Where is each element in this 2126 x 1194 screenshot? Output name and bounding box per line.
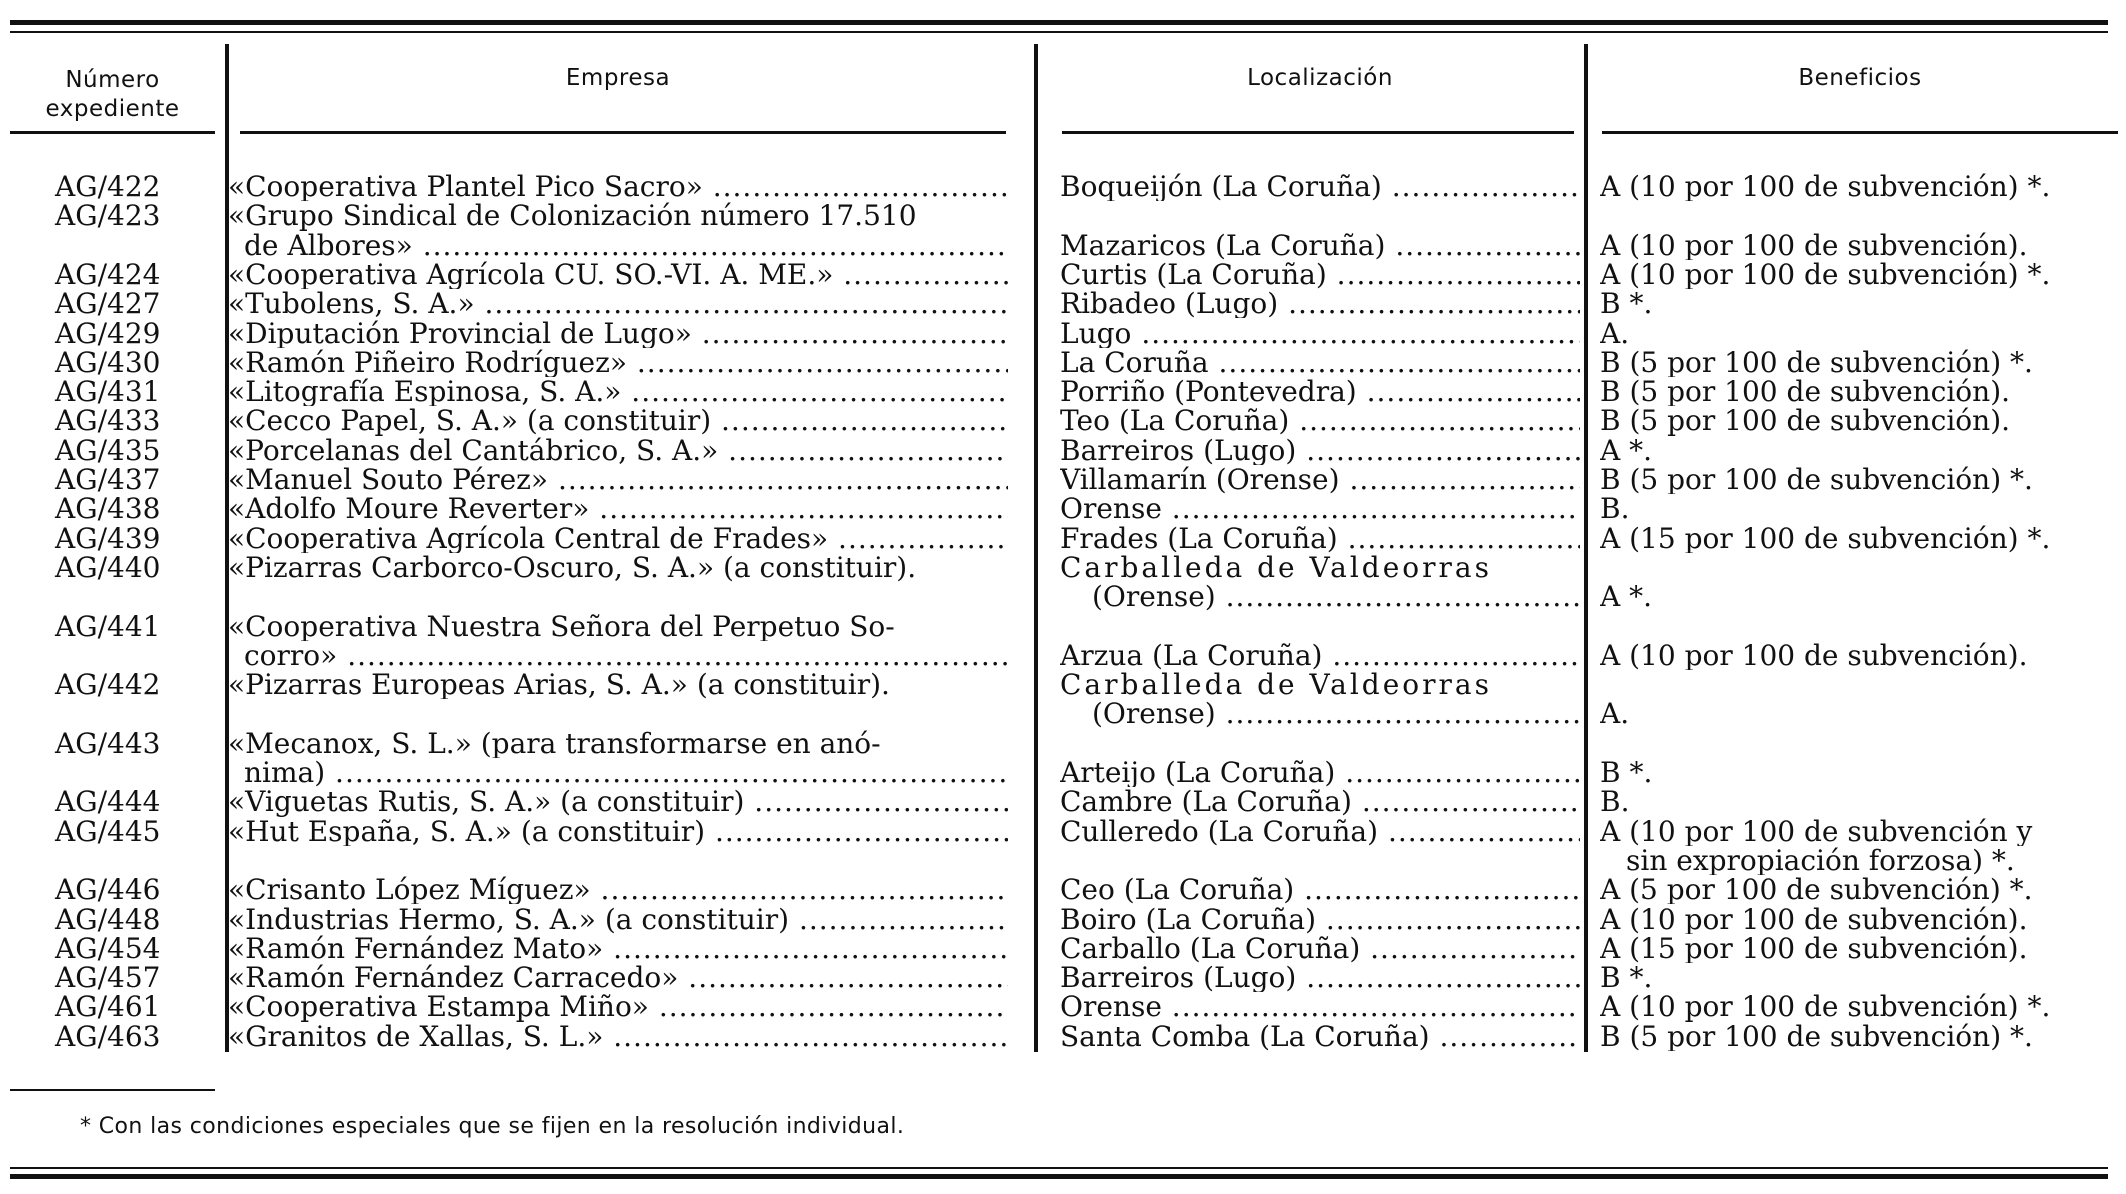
localizacion-cell [1060, 787, 1580, 816]
empresa-cell [228, 729, 1008, 788]
localizacion-line: Barreiros (Lugo) ..... [1060, 963, 1580, 992]
localizacion-line: Boiro (La Coruña) ..... [1060, 905, 1580, 934]
empresa-line: «Cooperativa Estampa Miño» ..... [228, 992, 1008, 1021]
localizacion-line: Arteijo (La Coruña) ..... [1060, 758, 1580, 787]
expediente-number: AG/433 [55, 404, 161, 438]
empresa-cell [228, 817, 1008, 846]
beneficios-cell [1600, 612, 2125, 671]
beneficios-line: sin expropiación forzosa) *. [1626, 845, 2015, 876]
header-localizacion: Localización [1247, 65, 1393, 91]
empresa-cell [228, 553, 1008, 582]
localizacion-cell [1060, 553, 1580, 612]
beneficios-line: A (10 por 100 de subvención) *. [1600, 992, 2051, 1022]
empresa-line: «Crisanto López Míguez» ..... [228, 875, 1008, 904]
localizacion-line: Cambre (La Coruña) ..... [1060, 787, 1580, 816]
empresa-line: «Diputación Provincial de Lugo» ..... [228, 319, 1008, 348]
beneficios-cell [1600, 348, 2125, 377]
expediente-number: AG/423 [55, 199, 161, 233]
expediente-number: AG/446 [55, 873, 161, 907]
localizacion-cell [1060, 201, 1580, 260]
empresa-cell [228, 992, 1008, 1021]
empresa-cell [228, 670, 1008, 699]
header-empresa: Empresa [565, 65, 671, 91]
localizacion-cell [1060, 465, 1580, 494]
header-rule-beneficios [1602, 131, 2118, 134]
empresa-line: «Cooperativa Agrícola CU. SO.-VI. A. ME.» ..... [228, 260, 1008, 289]
beneficios-cell [1600, 377, 2125, 406]
beneficios-cell [1600, 436, 2125, 465]
beneficios-cell [1600, 992, 2125, 1021]
expediente-number: AG/427 [55, 287, 161, 321]
localizacion-line: Ceo (La Coruña) ..... [1060, 875, 1580, 904]
empresa-cell [228, 875, 1008, 904]
beneficios-line: A (15 por 100 de subvención) *. [1600, 523, 2051, 553]
beneficios-cell [1600, 934, 2125, 963]
beneficios-line [1600, 201, 2125, 230]
empresa-line: «Ramón Fernández Carracedo» ..... [228, 963, 1008, 992]
beneficios-line [1600, 670, 2125, 699]
localizacion-line: Culleredo (La Coruña) ..... [1060, 817, 1580, 846]
beneficios-line: A *. [1600, 582, 1653, 612]
header-beneficios: Beneficios [1798, 65, 1922, 91]
empresa-cell [228, 612, 1008, 671]
empresa-line: «Cooperativa Agrícola Central de Frades» ..... [228, 524, 1008, 553]
beneficios-line [1600, 553, 2125, 582]
empresa-line: nima) ..... [228, 758, 1008, 787]
table-row [0, 873, 2126, 907]
table-row [0, 287, 2126, 321]
header-rule-empresa [240, 131, 1006, 134]
empresa-line: «Hut España, S. A.» (a constituir) ..... [228, 817, 1008, 846]
table-row [0, 404, 2126, 438]
localizacion-cell [1060, 992, 1580, 1021]
top-rule [10, 20, 2108, 25]
empresa-cell [228, 905, 1008, 934]
localizacion-line [1060, 729, 1580, 758]
expediente-number: AG/441 [55, 609, 161, 643]
empresa-line: «Industrias Hermo, S. A.» (a constituir) ..... [228, 905, 1008, 934]
footnote-rule [10, 1089, 215, 1091]
localizacion-cell [1060, 1022, 1580, 1051]
beneficios-cell [1600, 787, 2125, 816]
empresa-line: «Granitos de Xallas, S. L.» ..... [228, 1022, 1008, 1051]
table-row [0, 609, 2126, 671]
localizacion-cell [1060, 524, 1580, 553]
localizacion-cell [1060, 377, 1580, 406]
expediente-number: AG/457 [55, 961, 161, 995]
empresa-line: «Pizarras Carborco-Oscuro, S. A.» (a constituir). [228, 552, 917, 583]
expediente-number: AG/438 [55, 492, 161, 526]
empresa-cell [228, 787, 1008, 816]
localizacion-line [1060, 201, 1580, 230]
table-row [0, 375, 2126, 409]
empresa-cell [228, 406, 1008, 435]
table-row [0, 785, 2126, 819]
expediente-number: AG/431 [55, 375, 161, 409]
table-row [0, 316, 2126, 350]
beneficios-line: A (10 por 100 de subvención) *. [1600, 172, 2051, 202]
empresa-cell [228, 1022, 1008, 1051]
beneficios-line: A (10 por 100 de subvención) *. [1600, 259, 2051, 290]
beneficios-line: A (10 por 100 de subvención y [1600, 816, 2033, 846]
empresa-line: «Cecco Papel, S. A.» (a constituir) ..... [228, 406, 1008, 435]
localizacion-cell [1060, 289, 1580, 318]
beneficios-line: B (5 por 100 de subvención) *. [1600, 465, 2033, 495]
expediente-number: AG/440 [55, 550, 161, 584]
table-row [0, 201, 2126, 260]
expediente-number: AG/442 [55, 668, 161, 702]
expediente-number: AG/430 [55, 345, 161, 379]
beneficios-line: B (5 por 100 de subvención) *. [1600, 347, 2033, 378]
beneficios-cell [1600, 905, 2125, 934]
table-row [0, 550, 2126, 612]
beneficios-line: B *. [1600, 963, 1653, 993]
empresa-line: «Grupo Sindical de Colonización número 17.510 [228, 201, 917, 231]
localizacion-line: Carballo (La Coruña) ..... [1060, 934, 1580, 963]
empresa-line: «Cooperativa Nuestra Señora del Perpetuo So- [228, 611, 895, 641]
empresa-cell [228, 934, 1008, 963]
beneficios-line: B. [1600, 494, 1630, 524]
table-row [0, 433, 2126, 467]
empresa-line: «Porcelanas del Cantábrico, S. A.» ..... [228, 436, 1008, 465]
localizacion-cell [1060, 934, 1580, 963]
beneficios-line: A *. [1600, 435, 1653, 465]
expediente-number: AG/444 [55, 785, 161, 819]
localizacion-cell [1060, 494, 1580, 523]
empresa-line: «Ramón Piñeiro Rodríguez» ..... [228, 348, 1008, 377]
table-row [0, 961, 2126, 995]
empresa-cell [228, 201, 1008, 260]
localizacion-line: Arzua (La Coruña) ..... [1060, 641, 1580, 670]
localizacion-cell [1060, 260, 1580, 289]
table-row [0, 726, 2126, 788]
localizacion-cell [1060, 612, 1580, 671]
beneficios-line: A (15 por 100 de subvención). [1600, 933, 2028, 964]
beneficios-line: B. [1600, 787, 1630, 817]
table-row [0, 670, 2126, 729]
beneficios-line [1600, 612, 2125, 641]
localizacion-line: Ribadeo (Lugo) ..... [1060, 289, 1580, 318]
footnote: * Con las condiciones especiales que se fijen en la resolución individual. [80, 1114, 905, 1139]
table-row [0, 172, 2126, 201]
empresa-line: «Viguetas Rutis, S. A.» (a constituir) ..... [228, 787, 1008, 816]
beneficios-line: B (5 por 100 de subvención). [1600, 377, 2011, 407]
header-rule-numero [10, 131, 215, 134]
beneficios-cell [1600, 729, 2125, 788]
localizacion-cell [1060, 406, 1580, 435]
beneficios-line: A (10 por 100 de subvención). [1600, 230, 2028, 260]
expediente-number: AG/454 [55, 931, 161, 965]
beneficios-cell [1600, 494, 2125, 523]
localizacion-line: (Orense) ..... [1060, 699, 1580, 728]
localizacion-line: Boqueijón (La Coruña) ..... [1060, 172, 1580, 201]
beneficios-cell [1600, 1022, 2125, 1051]
empresa-line: de Albores» ..... [228, 231, 1008, 260]
localizacion-cell [1060, 670, 1580, 729]
localizacion-line [1060, 612, 1580, 641]
beneficios-line: B (5 por 100 de subvención) *. [1600, 1021, 2033, 1051]
empresa-cell [228, 524, 1008, 553]
beneficios-line: B *. [1600, 757, 1653, 788]
localizacion-line: Villamarín (Orense) ..... [1060, 465, 1580, 494]
table-row [0, 1019, 2126, 1053]
beneficios-line [1600, 729, 2125, 758]
empresa-cell [228, 494, 1008, 523]
beneficios-line: A (10 por 100 de subvención). [1600, 640, 2028, 671]
header-numero-line1: Número [65, 67, 160, 93]
empresa-line: «Litografía Espinosa, S. A.» ..... [228, 377, 1008, 406]
expediente-number: AG/429 [55, 316, 161, 350]
empresa-line: corro» ..... [228, 641, 1008, 670]
localizacion-cell [1060, 729, 1580, 788]
beneficios-line: A (10 por 100 de subvención). [1600, 904, 2028, 934]
beneficios-line: B *. [1600, 289, 1653, 319]
expediente-number: AG/463 [55, 1019, 161, 1053]
expediente-number: AG/443 [55, 726, 161, 760]
top-rule-thin [10, 31, 2108, 33]
empresa-cell [228, 289, 1008, 318]
localizacion-line: Carballeda de Valdeorras [1060, 552, 1492, 583]
table-row [0, 814, 2126, 876]
bottom-rule [10, 1174, 2108, 1179]
localizacion-line: Lugo ..... [1060, 319, 1580, 348]
empresa-cell [228, 963, 1008, 992]
beneficios-line: A. [1600, 318, 1630, 348]
empresa-cell [228, 436, 1008, 465]
localizacion-cell [1060, 436, 1580, 465]
localizacion-cell [1060, 319, 1580, 348]
table-row [0, 492, 2126, 526]
empresa-line: «Manuel Souto Pérez» ..... [228, 465, 1008, 494]
expediente-number: AG/439 [55, 521, 161, 555]
empresa-cell [228, 172, 1008, 201]
empresa-cell [228, 348, 1008, 377]
beneficios-cell [1600, 817, 2125, 876]
empresa-line: «Tubolens, S. A.» ..... [228, 289, 1008, 318]
header-numero [20, 66, 205, 124]
localizacion-line: Curtis (La Coruña) ..... [1060, 260, 1580, 289]
localizacion-line: Teo (La Coruña) ..... [1060, 406, 1580, 435]
table-row [0, 465, 2126, 494]
table-row [0, 902, 2126, 936]
beneficios-cell [1600, 289, 2125, 318]
bottom-rule-thin [10, 1167, 2108, 1169]
localizacion-cell [1060, 963, 1580, 992]
localizacion-cell [1060, 817, 1580, 846]
empresa-cell [228, 377, 1008, 406]
beneficios-cell [1600, 201, 2125, 260]
localizacion-line: Porriño (Pontevedra) ..... [1060, 377, 1580, 406]
localizacion-cell [1060, 172, 1580, 201]
beneficios-cell [1600, 553, 2125, 612]
localizacion-line: Barreiros (Lugo) ..... [1060, 436, 1580, 465]
empresa-line: «Pizarras Europeas Arias, S. A.» (a constituir). [228, 670, 890, 700]
expediente-number: AG/437 [55, 463, 161, 496]
beneficios-cell [1600, 260, 2125, 289]
table-row [0, 990, 2126, 1024]
localizacion-line: La Coruña ..... [1060, 348, 1580, 377]
empresa-line: «Cooperativa Plantel Pico Sacro» ..... [228, 172, 1008, 201]
empresa-line: «Mecanox, S. L.» (para transformarse en anó- [228, 728, 881, 758]
table-row [0, 345, 2126, 379]
localizacion-cell [1060, 905, 1580, 934]
localizacion-line: Orense ..... [1060, 992, 1580, 1021]
beneficios-cell [1600, 670, 2125, 729]
beneficios-cell [1600, 524, 2125, 553]
expediente-number: AG/422 [55, 170, 161, 203]
localizacion-cell [1060, 875, 1580, 904]
beneficios-cell [1600, 319, 2125, 348]
localizacion-line: Santa Comba (La Coruña) ..... [1060, 1022, 1580, 1051]
empresa-line: «Ramón Fernández Mato» ..... [228, 934, 1008, 963]
beneficios-line: B (5 por 100 de subvención). [1600, 406, 2011, 436]
table-row [0, 521, 2126, 555]
localizacion-line: (Orense) ..... [1060, 582, 1580, 611]
beneficios-cell [1600, 406, 2125, 435]
expediente-number: AG/435 [55, 433, 161, 467]
expediente-number: AG/424 [55, 257, 161, 291]
empresa-cell [228, 319, 1008, 348]
beneficios-cell [1600, 963, 2125, 992]
beneficios-cell [1600, 465, 2125, 494]
empresa-line: «Adolfo Moure Reverter» ..... [228, 494, 1008, 523]
header-rule-localizacion [1062, 131, 1574, 134]
table-row [0, 931, 2126, 965]
expediente-number: AG/461 [55, 990, 161, 1024]
beneficios-line: A (5 por 100 de subvención) *. [1600, 875, 2033, 905]
beneficios-cell [1600, 875, 2125, 904]
localizacion-line: Mazaricos (La Coruña) ..... [1060, 231, 1580, 260]
localizacion-cell [1060, 348, 1580, 377]
expediente-number: AG/448 [55, 902, 161, 936]
beneficios-line: A. [1600, 699, 1630, 729]
empresa-cell [228, 260, 1008, 289]
localizacion-line: Frades (La Coruña) ..... [1060, 524, 1580, 553]
expediente-number: AG/445 [55, 814, 161, 848]
header-numero-line2: expediente [45, 96, 180, 122]
localizacion-line: Carballeda de Valdeorras [1060, 670, 1492, 700]
empresa-cell [228, 465, 1008, 494]
localizacion-line: Orense ..... [1060, 494, 1580, 523]
table-row [0, 257, 2126, 291]
beneficios-cell [1600, 172, 2125, 201]
